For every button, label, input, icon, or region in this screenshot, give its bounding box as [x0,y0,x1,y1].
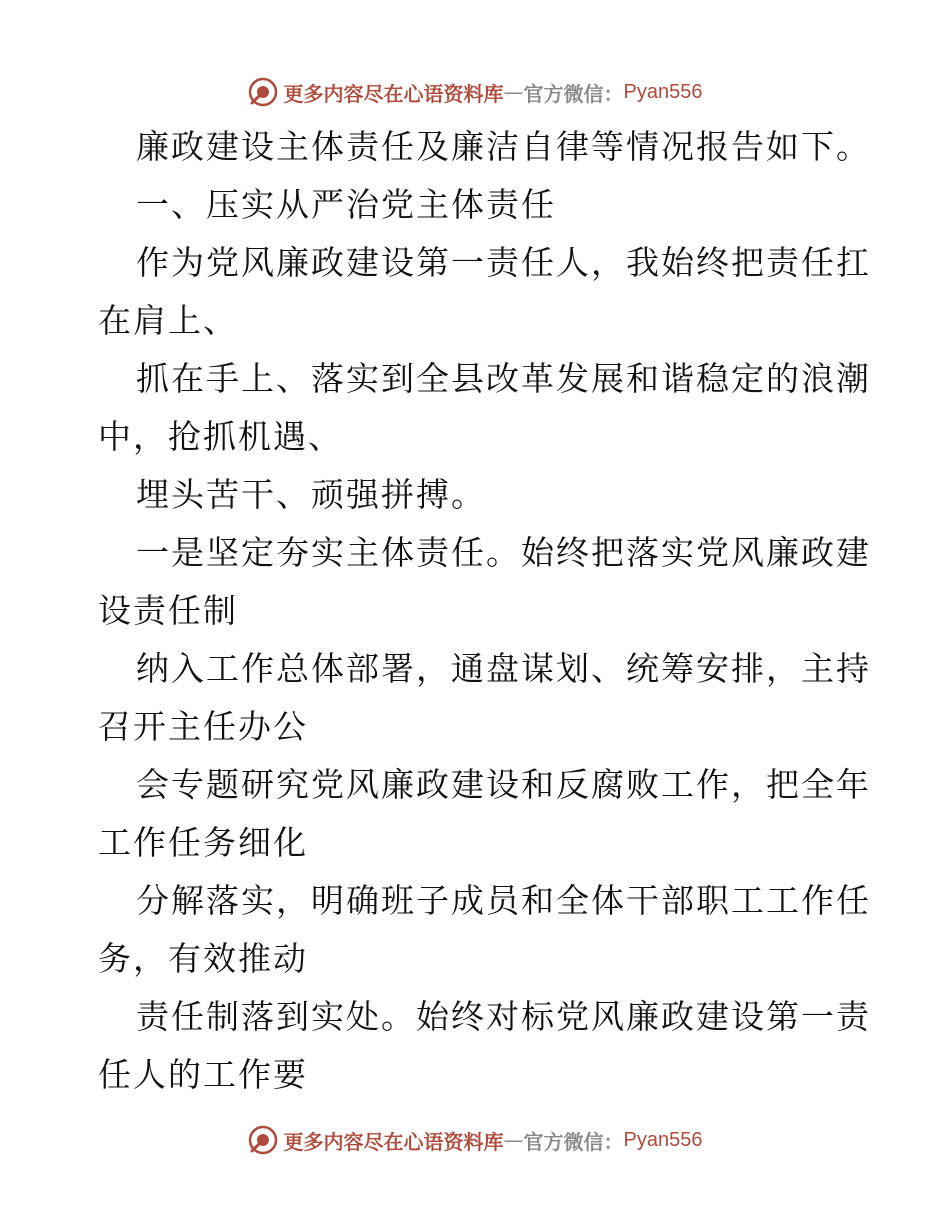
banner-wechat-id: Pyan556 [623,1128,703,1151]
text-line: 中，抢抓机遇、 [98,417,343,456]
text-line: 抓在手上、落实到全县改革发展和谐稳定的浪潮 [136,359,871,398]
pen-logo-icon [248,1125,278,1155]
text-line: 会专题研究党风廉政建设和反腐败工作，把全年 [136,765,871,804]
text-line: 作为党风廉政建设第一责任人，我始终把责任扛 [136,243,871,282]
text-line: 埋头苦干、顽强拼搏。 [136,475,486,514]
text-line: 廉政建设主体责任及廉洁自律等情况报告如下。 [136,127,871,166]
banner-wechat-id: Pyan556 [623,80,703,103]
text-line: 任人的工作要 [98,1055,308,1094]
banner-text: 更多内容尽在心语资料库 [283,81,504,106]
document-body [98,118,871,1104]
text-line: 责任制落到实处。始终对标党风廉政建设第一责 [136,997,871,1036]
footer-banner [0,1120,950,1160]
text-line: 设责任制 [98,591,238,630]
banner-separator: — [503,80,524,104]
text-line: 分解落实，明确班子成员和全体干部职工工作任 [136,881,871,920]
section-heading: 一、压实从严治党主体责任 [136,185,556,224]
banner-wechat-label: 官方微信： [523,81,624,106]
text-line: 一是坚定夯实主体责任。始终把落实党风廉政建 [136,533,871,572]
header-banner [0,72,950,112]
text-line: 务，有效推动 [98,939,308,978]
banner-wechat-label: 官方微信： [523,1129,624,1154]
text-line: 在肩上、 [98,301,238,340]
text-line: 工作任务细化 [98,823,308,862]
text-line: 召开主任办公 [98,707,308,746]
text-line: 纳入工作总体部署，通盘谋划、统筹安排，主持 [136,649,871,688]
banner-separator: — [503,1128,524,1152]
banner-text: 更多内容尽在心语资料库 [283,1129,504,1154]
pen-logo-icon [248,77,278,107]
